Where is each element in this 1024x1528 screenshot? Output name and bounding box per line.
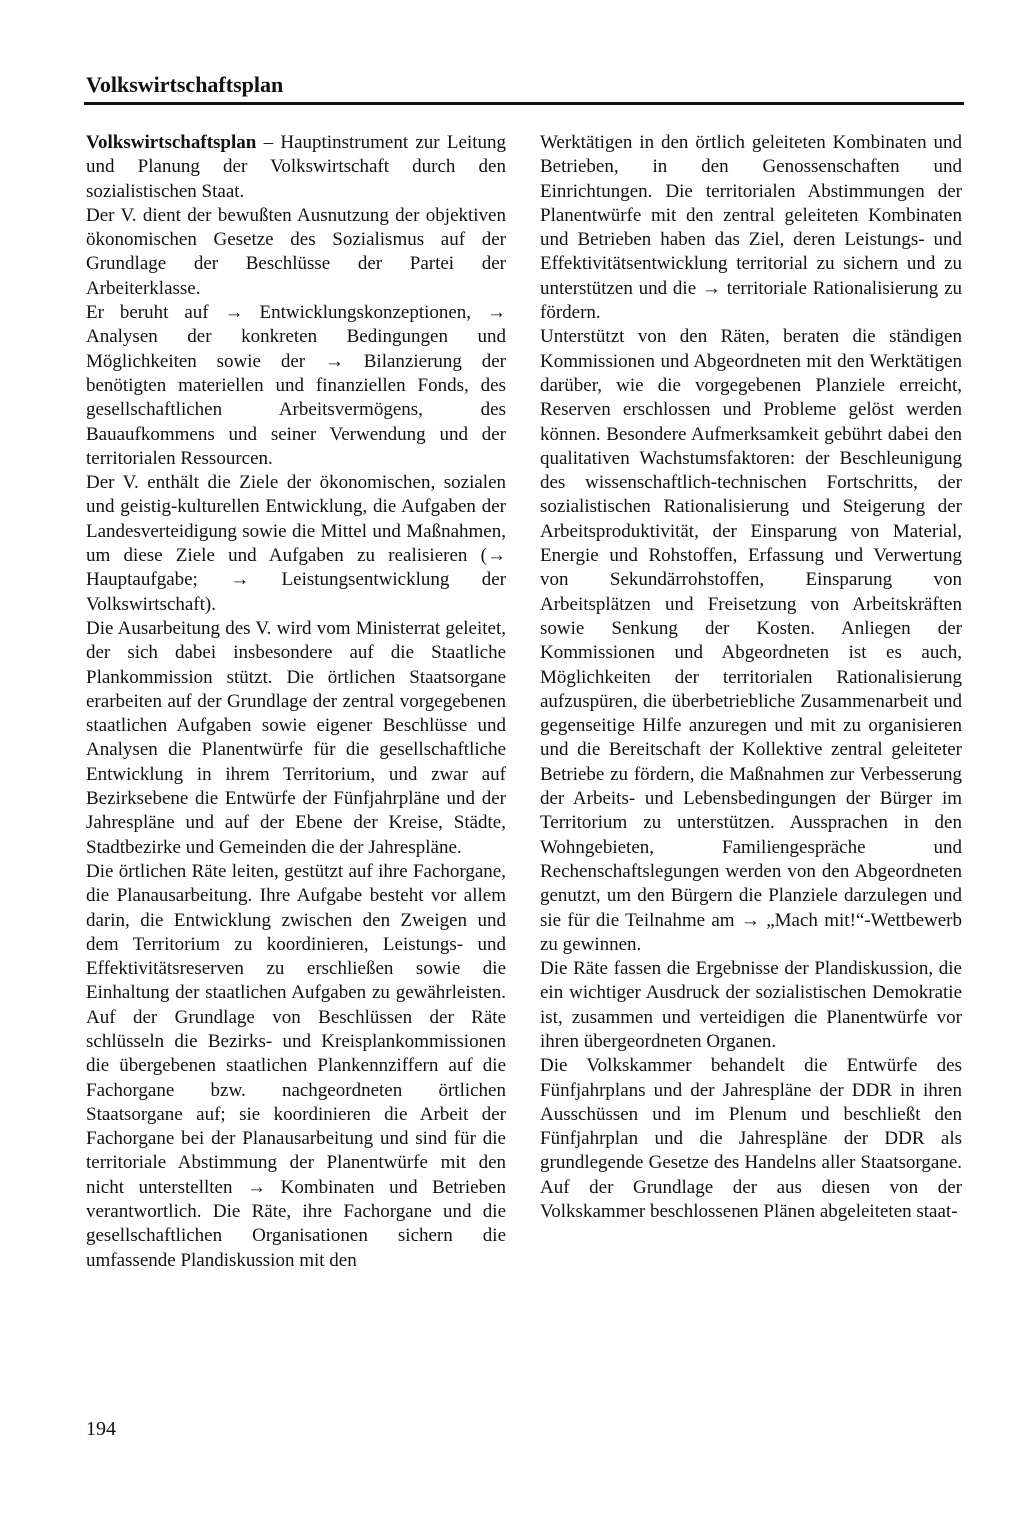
left-column <box>86 131 506 1273</box>
paragraph: Die Ausarbeitung des V. wird vom Ministerrat geleitet, der sich dabei insbesondere auf die Staatliche Plankommission stützt. Die örtlichen Staatsorgane erarbeiten auf der Grundlage der zentral vorgegebenen staatlichen Aufgaben sowie eigener Beschlüsse und Analysen die Planentwürfe für die gesellschaftliche Entwicklung in ihrem Territorium, und zwar auf Bezirksebene die Entwürfe der Fünfjahrpläne und der Jahrespläne und auf der Ebene der Kreise, Städte, Stadtbezirke und Gemeinden die der Jahrespläne. <box>86 617 506 858</box>
paragraph: Die Räte fassen die Ergebnisse der Plandiskussion, die ein wichtiger Ausdruck der sozialistischen Demokratie ist, zusammen und verteidigen die Planentwürfe vor ihren übergeordneten Organen. <box>540 958 962 1052</box>
paragraph: Der V. enthält die Ziele der ökonomischen, sozialen und geistig-kulturellen Entwicklung, die Aufgaben der Landesverteidigung sowie die Mittel und Maßnahmen, um diese Ziele und Aufgaben zu realisieren (→ Hauptaufgabe; → Leistungsentwicklung der Volkswirtschaft). <box>86 472 506 615</box>
entry-headword: Volkswirtschaftsplan <box>86 132 257 153</box>
running-header: Volkswirtschaftsplan <box>86 72 284 97</box>
paragraph: Er beruht auf → Entwicklungskonzeptionen, → Analysen der konkreten Bedingungen und Möglichkeiten sowie der → Bilanzierung der benötigten materiellen und finanziellen Fonds, des gesellschaftlichen Arbeitsvermögens, des Bauaufkommens und seiner Verwendung und der territorialen Ressourcen. <box>86 302 506 469</box>
entry-lead-paragraph <box>86 131 506 204</box>
page-number: 194 <box>86 1418 116 1440</box>
entry-definition: – Hauptinstrument zur Leitung und Planung der Volkswirtschaft durch den sozialistischen Staat. <box>86 132 506 202</box>
paragraph: Die Volkskammer behandelt die Entwürfe des Fünfjahrplans und der Jahrespläne der DDR in ihren Ausschüssen und im Plenum und beschließt den Fünfjahrplan und die Jahrespläne der DDR als grundlegende Gesetze des Handelns aller Staatsorgane. Auf der Grundlage der aus diesen von der Volkskammer beschlossenen Plänen abgeleiteten staat- <box>540 1055 962 1223</box>
paragraph: Werktätigen in den örtlich geleiteten Kombinaten und Betrieben, in den Genossenschaften und Einrichtungen. Die territorialen Abstimmungen der Planentwürfe mit den zentral geleiteten Kombinaten und Betrieben haben das Ziel, deren Leistungs- und Effektivitätsentwicklung territorial zu sichern und zu unterstützen und die → territoriale Rationalisierung zu fördern. <box>540 132 962 324</box>
paragraph: Der V. dient der bewußten Ausnutzung der objektiven ökonomischen Gesetze des Sozialismus auf der Grundlage der Beschlüsse der Partei der Arbeiterklasse. <box>86 204 506 299</box>
paragraph: Unterstützt von den Räten, beraten die ständigen Kommissionen und Abgeordneten mit den Werktätigen darüber, wie die vorgegebenen Planziele erreicht, Reserven erschlossen und Probleme gelöst werden können. Besondere Aufmerksamkeit gebührt dabei den qualitativen Wachstumsfaktoren: der Beschleunigung des wissenschaftlich-technischen Fortschritts, der sozialistischen Rationalisierung und Steigerung der Arbeitsproduktivität, der Einsparung von Material, Energie und Rohstoffen, Erfassung und Verwertung von Sekundärrohstoffen, Einsparung von Arbeitsplätzen und Freisetzung von Arbeitskräften sowie Senkung der Kosten. Anliegen der Kommissionen und Abgeordneten ist es auch, Möglichkeiten der territorialen Rationalisierung aufzuspüren, die überbetriebliche Zusammenarbeit und gegenseitige Hilfe anzuregen und mit zu organisieren und die Bereitschaft der Kollektive zentral geleiteter Betriebe zu fördern, die Maßnahmen zur Verbesserung der Arbeits- und Lebensbedingungen der Bürger im Territorium zu unterstützen. Aussprachen in den Wohngebieten, Familiengespräche und Rechenschaftslegungen werden von den Abgeordneten genutzt, um den Bürgern die Planziele darzulegen und sie für die Teilnahme am → „Mach mit!“-Wettbewerb zu gewinnen. <box>540 326 962 955</box>
paragraph: Die örtlichen Räte leiten, gestützt auf ihre Fachorgane, die Planausarbeitung. Ihre Aufgabe besteht vor allem darin, die Entwicklung zwischen den Zweigen und dem Territorium zu koordinieren, Leistungs- und Effektivitätsreserven zu erschließen sowie die Einhaltung der staatlichen Aufgaben zu gewährleisten. Auf der Grundlage von Beschlüssen der Räte schlüsseln die Bezirks- und Kreisplankommissionen die übergebenen staatlichen Plankennziffern auf die Fachorgane bzw. nachgeordneten örtlichen Staatsorgane auf; sie koordinieren die Arbeit der Fachorgane bei der Planausarbeitung und sind für die territoriale Abstimmung der Planentwürfe mit den nicht unterstellten → Kombinaten und Betrieben verantwortlich. Die Räte, ihre Fachorgane und die gesellschaftlichen Organisationen sichern die umfassende Plandiskussion mit den <box>86 860 506 1271</box>
right-column <box>540 131 962 1224</box>
header-rule <box>84 102 964 105</box>
